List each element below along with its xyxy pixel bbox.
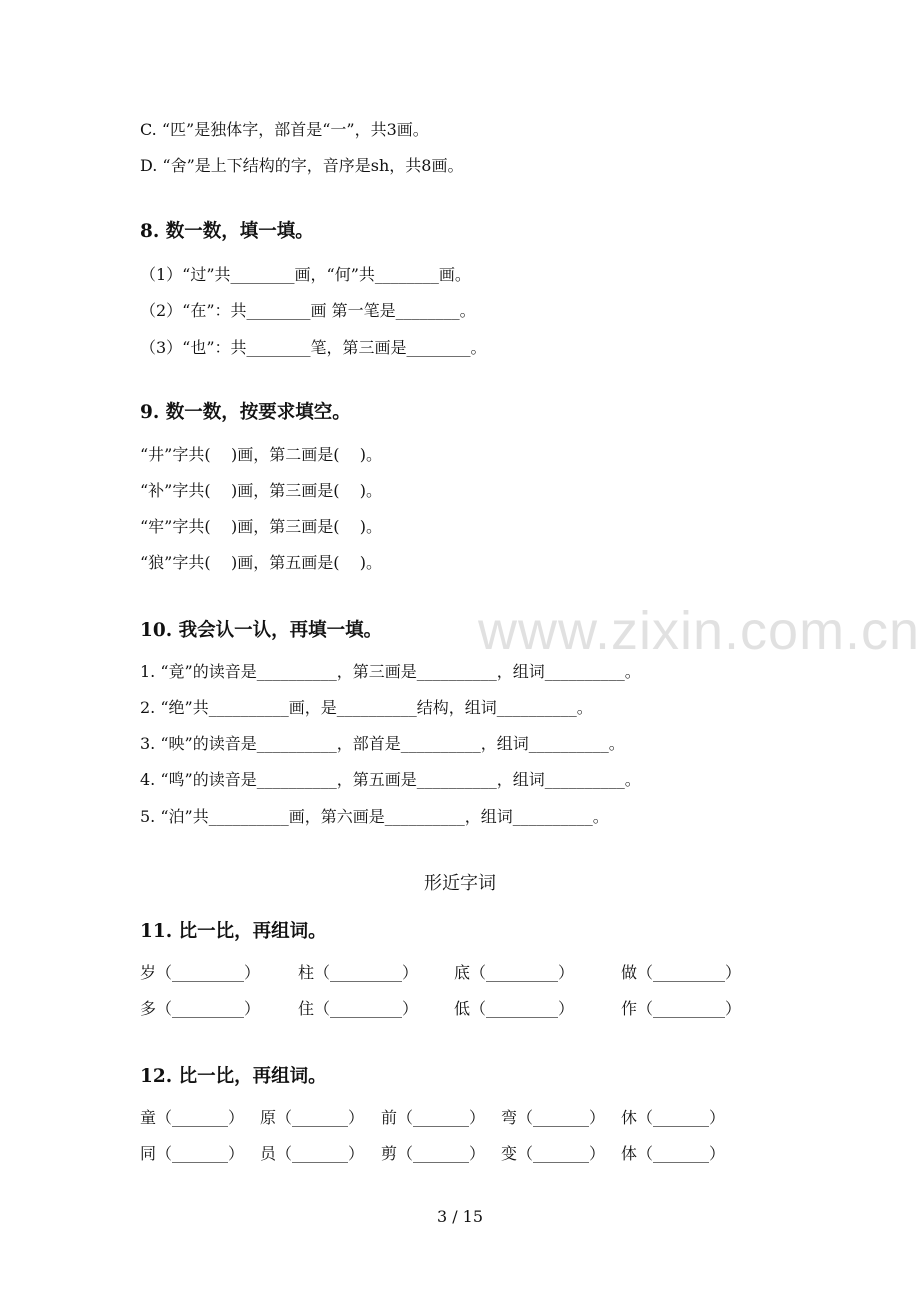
question-8-line-2: （2）“在”：共________画 第一笔是________。: [140, 301, 476, 320]
question-10-line-3: 3. “映”的读音是__________，部首是__________，组词__________。: [140, 734, 625, 753]
word-pair-cell: 员（_______）: [260, 1144, 365, 1163]
word-pair-cell: 住（_________）: [298, 999, 419, 1018]
word-pair-cell: 作（_________）: [621, 999, 742, 1018]
question-10-line-4: 4. “鸣”的读音是__________，第五画是__________，组词__________。: [140, 770, 641, 789]
question-9-line-1: “井”字共( )画，第二画是( )。: [140, 445, 383, 464]
question-9-title: 9. 数一数，按要求填空。: [140, 402, 351, 423]
word-pair-cell: 剪（_______）: [381, 1144, 486, 1163]
question-8-title: 8. 数一数，填一填。: [140, 221, 314, 242]
word-pair-cell: 前（_______）: [381, 1108, 486, 1127]
word-pair-cell: 弯（_______）: [501, 1108, 606, 1127]
watermark: www.zixin.com.cn: [478, 601, 920, 661]
word-pair-cell: 做（_________）: [621, 963, 742, 982]
word-pair-cell: 底（_________）: [454, 963, 575, 982]
option-d: D. “舍”是上下结构的字，音序是sh，共8画。: [140, 156, 464, 175]
option-c: C. “匹”是独体字，部首是“一”，共3画。: [140, 120, 429, 139]
word-pair-cell: 低（_________）: [454, 999, 575, 1018]
question-10-title: 10. 我会认一认，再填一填。: [140, 620, 383, 641]
section-title: 形近字词: [424, 873, 496, 894]
question-8-line-1: （1）“过”共________画，“何”共________画。: [140, 265, 471, 284]
page-number: 3 / 15: [436, 1207, 484, 1226]
word-pair-cell: 变（_______）: [501, 1144, 606, 1163]
word-pair-cell: 休（_______）: [621, 1108, 726, 1127]
question-10-line-1: 1. “竟”的读音是__________，第三画是__________，组词__________。: [140, 662, 641, 681]
word-pair-cell: 原（_______）: [260, 1108, 365, 1127]
question-11-title: 11. 比一比，再组词。: [140, 921, 327, 942]
question-12-title: 12. 比一比，再组词。: [140, 1066, 327, 1087]
word-pair-cell: 同（_______）: [140, 1144, 245, 1163]
word-pair-cell: 柱（_________）: [298, 963, 419, 982]
question-9-line-2: “补”字共( )画，第三画是( )。: [140, 481, 383, 500]
word-pair-cell: 多（_________）: [140, 999, 261, 1018]
word-pair-cell: 体（_______）: [621, 1144, 726, 1163]
question-8-line-3: （3）“也”：共________笔，第三画是________。: [140, 338, 487, 357]
word-pair-cell: 童（_______）: [140, 1108, 245, 1127]
question-10-line-5: 5. “泊”共__________画，第六画是__________，组词__________。: [140, 807, 609, 826]
question-10-line-2: 2. “绝”共__________画，是__________结构，组词__________。: [140, 698, 593, 717]
question-9-line-4: “狼”字共( )画，第五画是( )。: [140, 553, 383, 572]
word-pair-cell: 岁（_________）: [140, 963, 261, 982]
question-9-line-3: “牢”字共( )画，第三画是( )。: [140, 517, 383, 536]
